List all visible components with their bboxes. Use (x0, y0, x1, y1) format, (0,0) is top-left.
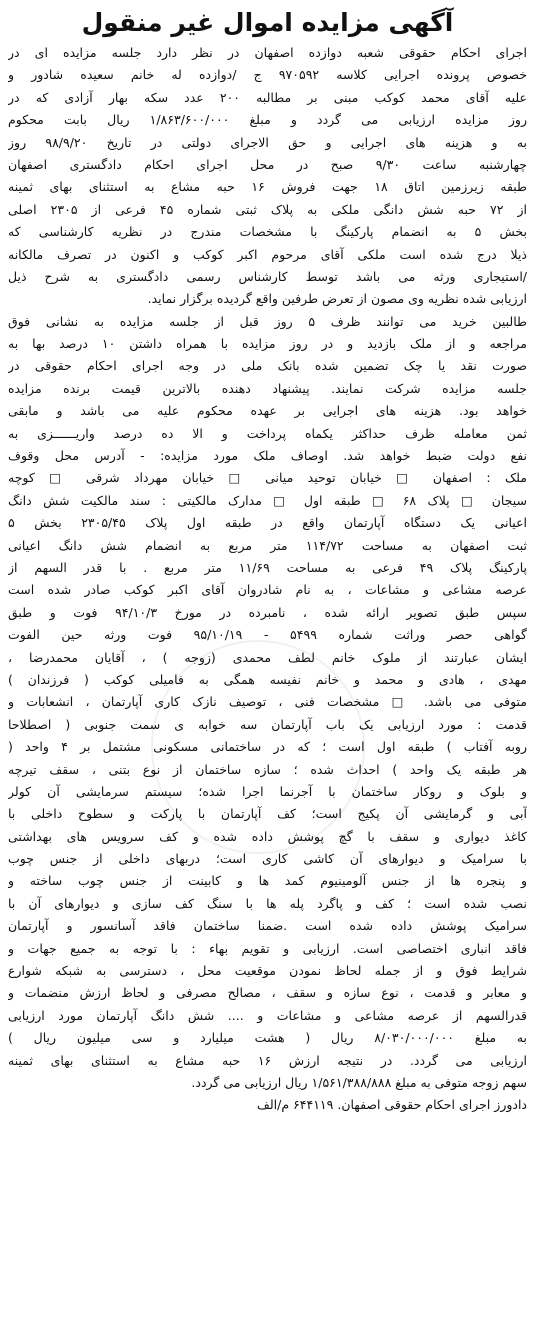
notice-line: ثبت اصفهان به مساحت ۱۱۴/۷۲ متر مربع به انضمام شش دانگ اعیانی (8, 537, 527, 553)
notice-line: اجرای احکام حقوقی شعبه دوازده اصفهان در نظر دارد جلسه مزایده ای در (8, 45, 527, 60)
notice-line: دادورز اجرای احکام حقوقی اصفهان. ۶۴۴۱۱۹ م/الف (256, 1097, 527, 1113)
notice-line: جلسه مزایده شرکت نمایند. پیشنهاد دهنده بالاترین قیمت برنده مزایده (8, 380, 527, 396)
notice-line: عرصه مشاعی و مشاعات ، به نام شادروان آقای اکبر کوکب صادر شده است (8, 582, 527, 598)
notice-line: اعیانی یک دستگاه آپارتمان واقع در طبقه اول پلاک ۲۳۰۵/۴۵ بخش ۵ (8, 515, 527, 531)
notice-line: کاغذ دیواری و سقف با گچ پوشش داده شده و کف سرویس های بهداشتی (8, 828, 527, 844)
notice-line: طالبین خرید می توانند ظرف ۵ روز قبل از جلسه مزایده به نشانی فوق (8, 313, 527, 329)
notice-title: آگهی مزایده اموال غیر منقول (81, 8, 454, 37)
notice-line: ارزیابی شده نظریه وی مصون از تعرض طرفین واقع گردیده برگزار نماید. (147, 291, 527, 307)
notice-line: قدمت : مورد ارزیابی یک باب آپارتمان سه خوابه ی سمت جنوبی ( اصطلاحا (8, 716, 527, 732)
notice-line: /استیجاری ورثه می باشد توسط کارشناس رسمی دادگستری به شرح ذیل (8, 268, 527, 284)
notice-line: سرامیک پوشش داده شده است .ضمنا ساختمان فاقد آسانسور و آپارتمان (8, 918, 527, 934)
notice-line: هر طبقه یک واحد ) احداث شده ؛ سازه ساختمان از نوع بتنی ، سقف تیرچه (8, 761, 527, 777)
notice-line: نفع دولت ضبط خواهد شد. اوصاف ملک مورد مزایده: - آدرس محل وقوف (8, 448, 527, 464)
notice-line: قدرالسهم از عرصه مشاعی و مشاعات و .... شش دانگ آپارتمان مورد ارزیابی (8, 1007, 527, 1023)
notice-line: خصوص پرونده اجرایی کلاسه ۹۷۰۵۹۲ ج /دوازده له خانم سعیده شادور و (8, 67, 527, 83)
notice-line: با سرامیک و دیوارهای آن کاشی کاری است؛ دربهای داخلی از جنس چوب (8, 851, 527, 867)
notice-line: علیه آقای محمد کوکب مبنی بر مطالبه ۲۰۰ عدد سکه بهار آزادی که در (8, 89, 527, 105)
notice-line: روبه آفتاب ) طبقه اول است ؛ که در ساختمانی مسکونی مشتمل بر ۴ واحد ( (8, 739, 527, 755)
notice-line: و معابر و قدمت ، نوع سازه و سقف ، مصالح مصرفی و لحاظ ارزش منضمات و (8, 985, 527, 1001)
notice-line: سیجان □ پلاک ۶۸ □ طبقه اول □ مدارک مالکیتی : سند مالکیت شش دانگ (8, 492, 527, 508)
notice-line: شرایط فوق و از جمله لحاظ نمودن موقعیت محل ، دسترسی به شبکه شوارع (8, 963, 527, 979)
notice-line: آبی و گرمایشی آن پکیج است؛ کف آپارتمان با پارکت و سطوح داخلی با (8, 806, 527, 822)
notice-line: و بلوک و روکار ساختمان با آجرنما اجرا شده؛ سیستم سرمایشی آن کولر (8, 783, 527, 799)
notice-line: چهارشنبه ساعت ۹/۳۰ صبح در محل اجرای احکام دادگستری اصفهان (8, 156, 527, 172)
notice-line: ایشان عبارتند از ملوک خانم لطف محمدی (زوجه ) ، آقایان محمدرضا ، (8, 649, 527, 665)
notice-line: ذیلا درج شده است ملکی آقای مرحوم اکبر کوکب و اکنون در تصرف مالکانه (8, 246, 527, 262)
notice-line: مهدی ، هادی و محمد و خانم نفیسه همگی به فامیلی کوکب ( فرزندان ) (8, 671, 527, 687)
notice-line: بخش ۵ به انضمام پارکینگ با مشخصات مندرج در نظریه کارشناسی که (8, 224, 527, 240)
notice-body (8, 42, 527, 1117)
notice-line: ثمن معامله ظرف حداکثر یکماه پرداخت و الا ده درصد واریــــــزی به (8, 425, 527, 441)
notice-line: گواهی حصر وراثت شماره ۵۴۹۹ - ۹۵/۱۰/۱۹ فوت ورثه حین الفوت (8, 627, 527, 643)
notice-line: مراجعه و از ملک بازدید و در روز مزایده با همراه داشتن ۱۰ درصد بها به (8, 336, 527, 352)
notice-line: از ۷۲ حبه شش دانگی ملکی به پلاک ثبتی شماره ۴۵ فرعی از ۲۳۰۵ اصلی (8, 201, 527, 217)
notice-line: طبقه زیرزمین اتاق ۱۸ جهت فروش ۱۶ حبه مشاع به استثنای بهای ثمینه (8, 179, 527, 195)
notice-line: پارکینگ پلاک ۴۹ فرعی به مساحت ۱۱/۶۹ متر مربع . با قدر السهم از (8, 559, 527, 575)
notice-line: ملک : اصفهان □ خیابان توحید میانی □ خیابان مهرداد شرقی □ کوچه (8, 470, 527, 486)
notice-line: فاقد انباری اختصاصی است. ارزیابی و تقویم بهاء : با توجه به جمیع جهات و (8, 940, 527, 956)
notice-line: سپس طبق تصویر ارائه شده ، نامبرده در مورخ ۹۴/۱۰/۳ فوت و طبق (8, 604, 527, 620)
notice-line: به و هزینه های اجرایی و حق الاجرای دولتی در تاریخ ۹۸/۹/۲۰ روز (8, 134, 527, 150)
notice-line: سهم زوجه متوفی به مبلغ ۱/۵۶۱/۳۸۸/۸۸۸ ریال ارزیابی می گردد. (191, 1074, 527, 1090)
notice-line: روز مزایده ارزیابی می گردد و مبلغ ۱/۸۶۳/۶۰۰/۰۰۰ ریال بابت محکوم (8, 112, 527, 128)
notice-line: نصب شده است ؛ کف و پاگرد پله ها با سنگ کف سازی و دیوارهای آن با (8, 895, 527, 911)
notice-line: به مبلغ ۸/۰۳۰/۰۰۰/۰۰۰ ریال ( هشت میلیارد و سی میلیون ریال ) (8, 1030, 527, 1046)
notice-line: و پنجره ها از جنس آلومینیوم کمد ها و کابینت از جنس چوب ساخته و (8, 873, 527, 889)
notice-line: متوفی می باشد. □ مشخصات فنی ، توصیف نازک کاری آپارتمان ، انشعابات و (8, 694, 527, 710)
notice-line: خواهد بود. هزینه های اجرایی بر عهده محکوم علیه می باشد و مابقی (8, 403, 527, 419)
notice-line: صورت نقد یا چک تضمین شده بانک ملی در وجه اجرای احکام حقوقی در (8, 358, 527, 374)
notice-line: ارزیابی می گردد. در نتیجه ارزش ۱۶ حبه مشاع به استثنای بهای ثمینه (8, 1052, 527, 1068)
